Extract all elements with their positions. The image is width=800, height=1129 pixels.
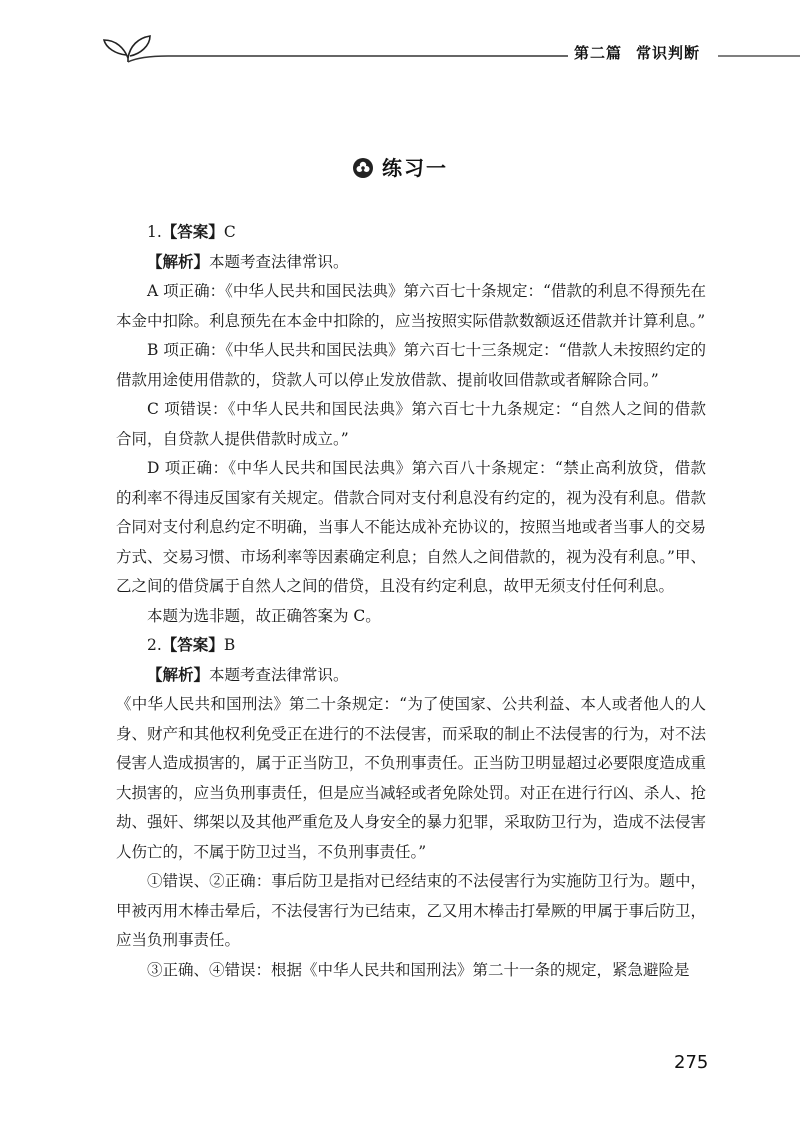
q2-items-1-2: ①错误、②正确：事后防卫是指对已经结束的不法侵害行为实施防卫行为。题中，甲被丙用木棒击晕后，不法侵害行为已结束，乙又用木棒击打晕厥的甲属于事后防卫，应当负刑事责任。 — [116, 872, 706, 949]
q2-analysis: 本题考查法律常识。 — [209, 665, 349, 684]
page-number: 275 — [674, 1052, 709, 1073]
header-rule-line — [128, 56, 568, 62]
header-part: 第二篇 — [574, 44, 623, 62]
q1-analysis-label: 【解析】 — [147, 252, 210, 271]
title-text: 练习一 — [382, 156, 448, 180]
q2-number: 2. — [147, 636, 162, 654]
q1-number: 1. — [147, 223, 162, 241]
running-header — [0, 0, 800, 70]
q1-analysis: 本题考查法律常识。 — [209, 252, 349, 271]
q1-summary: 本题为选非题，故正确答案为 C。 — [147, 606, 381, 625]
header-title — [574, 42, 700, 63]
q1-option-a: A 项正确：《中华人民共和国民法典》第六百七十条规定：“借款的利息不得预先在本金中扣除。利息预先在本金中扣除的，应当按照实际借款数额返还借款并计算利息。” — [116, 282, 706, 330]
q2-analysis-label: 【解析】 — [147, 665, 210, 684]
page-title — [0, 152, 800, 181]
q2-answer-label: 【答案】 — [161, 636, 224, 654]
q1-answer-line — [116, 218, 706, 248]
q1-option-c: C 项错误：《中华人民共和国民法典》第六百七十九条规定：“自然人之间的借款合同，自贷款人提供借款时成立。” — [116, 400, 706, 448]
q2-law-text: 《中华人民共和国刑法》第二十条规定：“为了使国家、公共利益、本人或者他人的人身、财产和其他权利免受正在进行的不法侵害，而采取的制止不法侵害的行为，对不法侵害人造成损害的，属于正当防卫，不负刑事责任。正当防卫明显超过必要限度造成重大损害的，应当负刑事责任，但是应当减轻或者免除处罚。对正在进行行凶、杀人、抢劫、强奸、绑架以及其他严重危及人身安全的暴力犯罪，采取防卫行为，造成不法侵害人伤亡的，不属于防卫过当，不负刑事责任。” — [116, 695, 706, 861]
flower-icon — [352, 157, 374, 179]
q1-option-d: D 项正确：《中华人民共和国民法典》第六百八十条规定：“禁止高利放贷，借款的利率不得违反国家有关规定。借款合同对支付利息没有约定的，视为没有利息。借款合同对支付利息约定不明确，当事人不能达成补充协议的，按照当地或者当事人的交易方式、交易习惯、市场利率等因素确定利息；自然人之间借款的，视为没有利息。”甲、乙之间的借贷属于自然人之间的借贷，且没有约定利息，故甲无须支付任何利息。 — [116, 459, 706, 595]
header-section: 常识判断 — [636, 44, 701, 62]
page-body — [116, 218, 706, 985]
q2-answer-line — [116, 631, 706, 661]
q2-analysis-line — [116, 661, 706, 691]
q2-items-3-4: ③正确、④错误：根据《中华人民共和国刑法》第二十一条的规定，紧急避险是 — [147, 960, 690, 979]
q1-option-b: B 项正确：《中华人民共和国民法典》第六百七十三条规定：“借款人未按照约定的借款用途使用借款的，贷款人可以停止发放借款、提前收回借款或者解除合同。” — [116, 341, 706, 389]
q1-answer-label: 【答案】 — [161, 223, 224, 241]
q1-answer: C — [223, 223, 236, 241]
q1-analysis-line — [116, 248, 706, 278]
q2-answer: B — [223, 636, 236, 654]
